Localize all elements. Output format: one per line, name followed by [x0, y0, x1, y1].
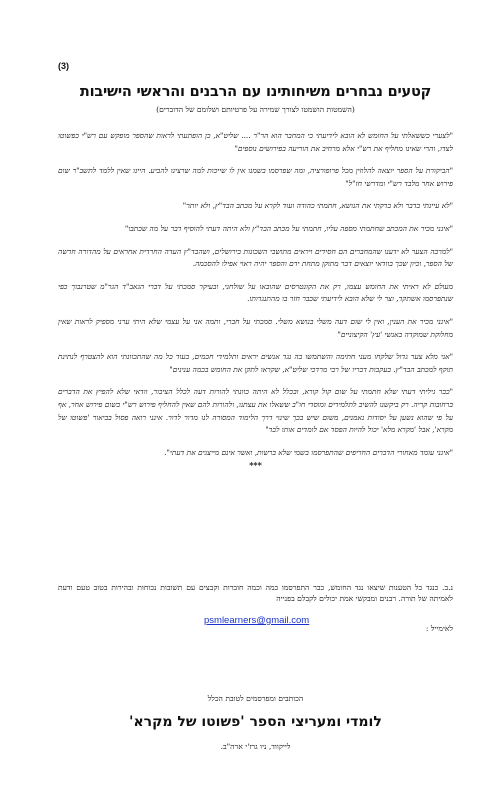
quote-paragraph: "אינני מכיר את הענין, ואין לי שום דעה משלי בנושא משלי. סמכתי על חברי, ותמה אני על עצמי שלא היתי ערני מספיק לראות שאין מחלוקת שמוקדה באנשי 'עץ' הקיצוניים": [58, 316, 453, 339]
email-row: [58, 616, 453, 635]
postscript-note: נ.ב. כנגד כל הטענות שיצאו נגד החומש, כבר התפרסמו כמה וכמה חוברות וקבצים עם תשובות נכוחות ובהירות בטוב טעם ודעת לאמיתה של תורה. רבנים ומבקשי אמת יכולים לקבלם בפנייה: [58, 583, 453, 604]
signature-title: לומדי ומעריצי הספר 'פשוטו של מקרא': [129, 714, 382, 730]
email-label: לאימייל :: [425, 624, 453, 633]
quote-paragraph: "כבר גיליתי דעתי שלא חתמתי על שום קול קורא, ובכלל לא היתה כוונתי להורות דעה לכלל הציבור, וודאי שלא להפיץ את הדברים ברחובות קריה. רק ביקשנו להשיב לתלמידים ומוסדי חו"ב ששאלו את עצתנו, ולהורות להם שאין להחליף פירוש רש"י בשום פירוש אחר, אף על פי שהוא נשען על יסודות נאמנים, משום שיש בכך שינוי דרך הלימוד המסורה לנו מדור לדור. אינני רואה פסול בביאור 'פשוטו של מקרא', אבל 'מקרא מלא' יכול להיות הפסד אם לומדים אותו לבד": [58, 387, 453, 435]
signoff-line: הכותבים ומפרסמים לטובת הכלל: [207, 694, 304, 703]
quote-paragraph: "למרבה הצער לא ידענו שהמחברים הם חסידים ויראים מתושבי השכונות בירושלים, ושהבד"ץ העדה החרדית אחראים על מהדורה חדשה של הספר, וכיון שכך בוודאי יוצאים דבר מתוקן מתחת ידם והספר יהיה ראוי אפילו להסכמה.: [58, 246, 453, 269]
quote-paragraph: "אני מלא צער גדול שלקחו מעני חתימה והשתמשו בה נגד אנשים יראים ותלמידי חכמים, בעוד כל מה שהתכוונתי הוא להצטרף לנתינת תוקף למכתב הבד"ץ. בעקבות דבריו של רבי מרדכי שליט"א, שקראו לתקן את החומש בכמה ענינים": [58, 352, 453, 374]
quote-paragraph: מעולם לא ראיתי את החומש עצמו, רק את הקונטרסים שהובאו על שולחני, ובעיקר סמכתי על דברי הגאב"ד הגר"מ שטרנבוך כפי שנתפרסמו אשתקד, וצר לי שלא הובא לידיעתי שכבר חזר בו מהתנגדותו.: [58, 281, 453, 304]
quote-paragraph: "הביקורת על הספר יוצאה להלוזין מכל פרופורציה, ומה שפרסמו בשמנו אין לו שייכות למה שרצינו להביע. היינו שאין ללמד לתשב"ר שום פירוש אחר מלבד רש"י ומדרשי חז"ל": [58, 166, 453, 188]
signature-address: לייקווד, ניו גרז'י ארה"ב.: [220, 742, 291, 751]
section-divider-stars: ***: [249, 460, 262, 471]
quote-paragraph: "לצערי כששאלתי על החומש לא הובא לידיעתי כי המחבר הוא הר"ר .... שליט"א, כן הופתעתי לראות שהספר מופקש עם רש"י כפשוטו לצדו, והרי שאינו מחליף את רש"י אלא מרחיב את הוריעה בפירושים נוספים": [58, 131, 453, 153]
quote-paragraph: "אינני עומד מאחורי הדברים החריפים שהתפרסמו בשמי שלא ברשות, ואשר אינם מייצגים את דעתי".: [164, 447, 453, 457]
page-number: (3): [58, 61, 69, 71]
page-title: קטעים נבחרים משיחותינו עם הרבנים והראשי הישיבות: [79, 84, 432, 100]
quote-paragraph: "לא עיינתי בדבר ולא בדקתי את הנושא, חתמתי כהודה ועוד לקרא על מכתב הבד"ץ, ולא יותר": [182, 201, 453, 211]
page-subtitle: (השמטות הושמטו לצורך שמירה על פרטיותם ושלומם של הדוברים): [156, 105, 355, 114]
email-link[interactable]: psmlearners@gmail.com: [204, 615, 310, 626]
quotes-section: [58, 130, 453, 470]
quote-paragraph: "אינני מכיר את המכתב שחתמתי מספה עליו, חתמתי על מכתב הבד"ץ ולא היתה דעתי להוסיף דבר על מה שכתבו": [124, 223, 453, 233]
